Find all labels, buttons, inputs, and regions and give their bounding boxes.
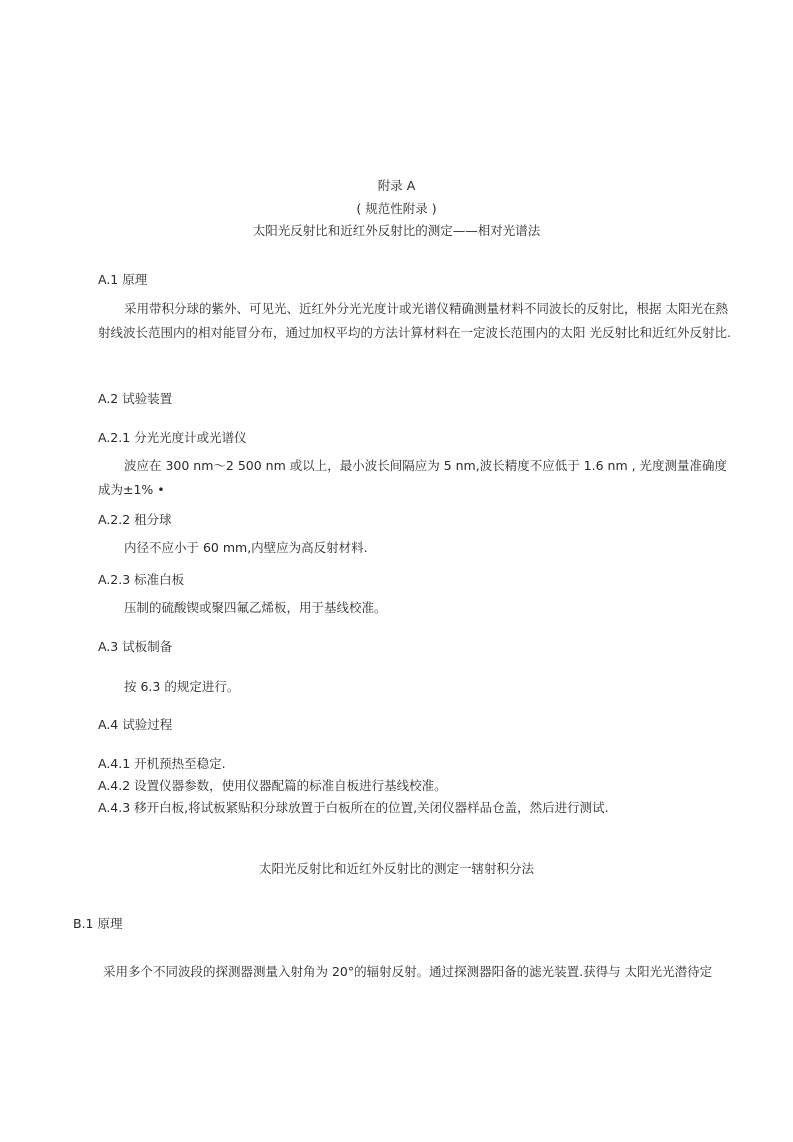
b1-heading: B.1 原理 bbox=[73, 916, 123, 931]
a1-heading: A.1 原理 bbox=[98, 272, 148, 287]
a3-heading: A.3 试板制备 bbox=[98, 639, 173, 654]
appendix-label: 附录 A bbox=[377, 178, 416, 193]
a21-heading: A.2.1 分光光度计或光谱仪 bbox=[98, 430, 247, 445]
a1-text: 采用带积分球的紫外、可见光、近红外分光光度计或光谱仪精确测量材料不同波长的反射比，根据 太阳光在熱射线波长范围内的相对能冒分布，通过加权平均的方法计算材料在一定波长范围内的太阳 光反射比和近红外反射比. bbox=[98, 301, 731, 340]
a41-text: A.4.1 开机预热至稳定. bbox=[98, 756, 226, 771]
a2-heading: A.2 试验装置 bbox=[98, 391, 173, 406]
a22-text: 内径不应小于 60 mm,内壁应为高反射材料. bbox=[124, 540, 368, 555]
a43-text: A.4.3 移开白板,将试板紧贴积分球放置于白板所在的位置,关闭仪器样品仓盖，然后进行测试. bbox=[98, 800, 609, 815]
a23-heading: A.2.3 标准白板 bbox=[98, 572, 185, 587]
a3-text: 按 6.3 的规定进行。 bbox=[124, 679, 240, 694]
appendix-type: ( 规范性附录 ) bbox=[356, 201, 437, 216]
a42-text: A.4.2 设置仪器参数，使用仪器配篇的标准自板进行基线校准。 bbox=[98, 778, 447, 793]
appendix-title: 太阳光反射比和近红外反射比的测定——相对光谱法 bbox=[252, 223, 541, 238]
a4-heading: A.4 试验过程 bbox=[98, 717, 173, 732]
a22-heading: A.2.2 租分球 bbox=[98, 512, 172, 527]
b1-text: 采用多个不同波段的探测器测量入射角为 20°的辐射反射。通过探测器阳备的滤光装置.获得与 太阳光光潜待定 bbox=[103, 964, 713, 979]
a21-text: 波应在 300 nm～2 500 nm 或以上，最小波长间隔应为 5 nm,波长精度不应低于 1.6 nm , 光度测量准确度成为±1% • bbox=[98, 458, 728, 497]
appendix-b-title: 太阳光反射比和近红外反射比的测定一辖射积分法 bbox=[258, 861, 534, 876]
a23-text: 压制的硫酸锲或聚四氟乙烯板，用于基线校准。 bbox=[124, 600, 387, 615]
